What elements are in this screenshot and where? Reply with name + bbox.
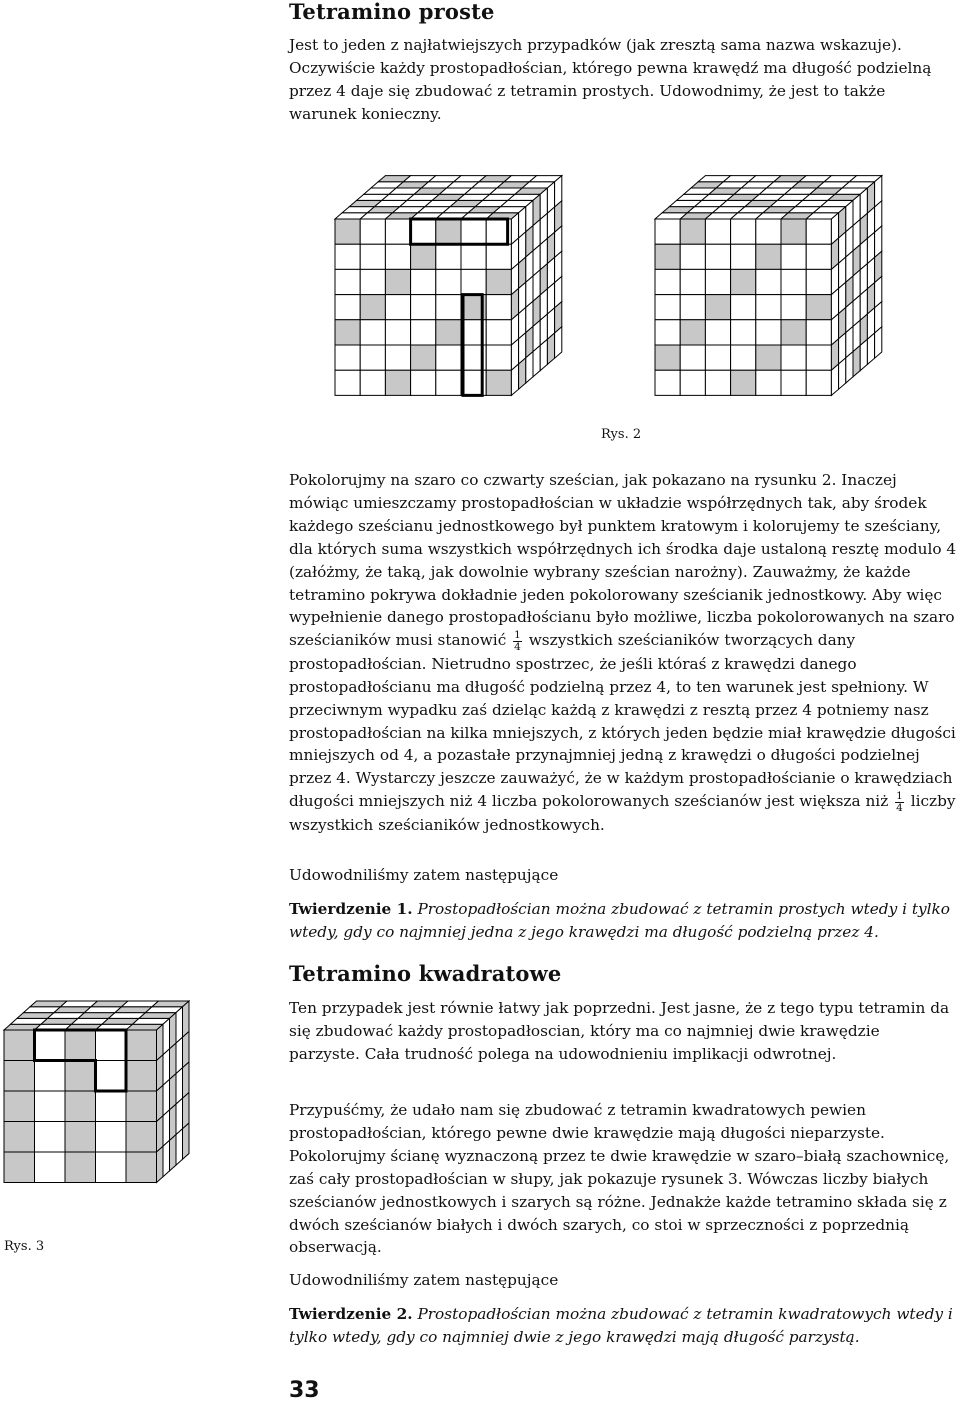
cube-a-front-cell — [436, 269, 461, 294]
cube-a-front-cell — [335, 320, 360, 345]
cube-a-front-cell — [335, 295, 360, 320]
cube-c-front-cell — [65, 1152, 96, 1183]
cube-c-front-cell — [4, 1030, 35, 1061]
intro-paragraph: Jest to jeden z najłatwiejszych przypadków (jak zresztą sama nazwa wskazuje). Oczywiście każdy prostopadłościan, którego pewna krawędź ma długość podzielną przez 4 daje się zbudować z tetramin prostych. Udowodnimy, że jest to także warunek konieczny. — [289, 36, 932, 123]
cube-b-front-cell — [680, 320, 705, 345]
cube-b-front-cell — [655, 219, 680, 244]
cube-c-front-cell — [4, 1091, 35, 1122]
cube-a-side-cell — [533, 345, 540, 376]
cube-b-front-cell — [806, 320, 831, 345]
cube-a-front-cell — [436, 345, 461, 370]
figure-2-caption: Rys. 2 — [601, 427, 642, 442]
section-title-tetramino-kwadratowe: Tetramino kwadratowe — [289, 961, 562, 986]
cube-a-side-cell — [547, 333, 554, 364]
cube-b-front-cell — [680, 219, 705, 244]
cube-c-front-cell — [126, 1122, 157, 1153]
cube-c-side-cell — [176, 1129, 183, 1165]
cube-c-front-cell — [126, 1061, 157, 1092]
cube-a-front-cell — [411, 269, 436, 294]
cube-b-front-cell — [806, 345, 831, 370]
cube-a-front-cell — [385, 370, 410, 395]
cube-b-front-cell — [680, 345, 705, 370]
cube-c-front-cell — [96, 1061, 127, 1092]
cube-b-front-cell — [705, 370, 730, 395]
argument-part-2: wszystkich sześcianików tworzących dany prostopadłościan. Nietrudno spostrzec, że jeśli któraś z krawędzi danego prostopadłościanu ma długość podzielną przez 4, to ten warunek jest spełniony. W przeciwnym wypadku zaś dzieląc każdą z krawędzi z resztą przez 4 potniemy nasz prostopadłościan na kilka mniejszych, z których jeden będzie miał krawędzie długości mniejszych od 4, a pozastałe przynajmniej jedną z krawędzi o długości podzielnej przez 4. Wystarczy jeszcze zauważyć, że w każdym prostopadłościanie o krawędziach długości mniejszych niż 4 liczba pokolorowanych sześcianów jest większa niż — [289, 631, 956, 811]
cube-a-front-cell — [385, 219, 410, 244]
cube-a-front-cell — [360, 269, 385, 294]
cube-b-front-cell — [705, 269, 730, 294]
cube-b-front-cell — [705, 219, 730, 244]
cube-b-front-cell — [781, 345, 806, 370]
cube-c-side-cell — [183, 1123, 190, 1159]
cube-c-front-cell — [35, 1152, 66, 1183]
cube-c-front-cell — [65, 1122, 96, 1153]
cube-a-front-cell — [436, 219, 461, 244]
cube-b-front-cell — [806, 269, 831, 294]
cube-a-front-cell — [486, 370, 511, 395]
page-number: 33 — [289, 1378, 320, 1403]
cube-a-front-cell — [436, 244, 461, 269]
conclusion-2: Udowodniliśmy zatem następujące — [289, 1271, 559, 1289]
cube-a-front-cell — [461, 269, 486, 294]
cube-a-front-cell — [385, 320, 410, 345]
cube-a-front-cell — [385, 269, 410, 294]
cube-a-front-cell — [461, 244, 486, 269]
cube-b-front-cell — [655, 269, 680, 294]
cube-b-side-cell — [875, 327, 882, 358]
cube-b-side-cell — [839, 358, 846, 389]
section2-paragraph-2: Przypuśćmy, że udało nam się zbudować z tetramin kwadratowych pewien prostopadłościan, którego pewne dwie krawędzie mają długości nieparzyste. Pokolorujmy ścianę wyznaczoną przez te dwie krawędzie w szaro–białą szachownicę, zaś cały prostopadłościan w słupy, jak pokazuje rysunek 3. Wówczas liczby białych sześcianów jednostkowych i szarych są różne. Jednakże każde tetramino składa się z dwóch sześcianów białych i dwóch szarych, co stoi w sprzeczności z poprzednią obserwacją. — [289, 1101, 950, 1257]
cube-a-front-cell — [411, 219, 436, 244]
conclusion-1: Udowodniliśmy zatem następujące — [289, 866, 559, 884]
cube-c-front-cell — [126, 1091, 157, 1122]
cube-c-front-cell — [96, 1122, 127, 1153]
cube-a-front-cell — [411, 244, 436, 269]
cube-b-front-cell — [806, 219, 831, 244]
cube-a-front-cell — [411, 320, 436, 345]
argument-part-1: Pokolorujmy na szaro co czwarty sześcian, jak pokazano na rysunku 2. Inaczej mówiąc umieszczamy prostopadłościan w układzie współrzędnych tak, aby środek każdego sześcianu jednostkowego był punktem kratowym i kolorujemy te sześciany, dla których suma wszystkich współrzędnych ich środka daje ustaloną resztę modulo 4 (załóżmy, że taką, jak dowolnie wybrany sześcian narożny). Zauważmy, że każde tetramino pokrywa dokładnie jeden pokolorowany sześcianik jednostkowy. Aby więc wypełnienie danego prostopadłościanu było możliwe, liczba pokolorowanych na szaro sześcianików musi stanowić — [289, 471, 957, 650]
theorem-2 — [289, 1303, 953, 1349]
cube-a-side-cell — [540, 339, 547, 370]
cube-c-side-cell — [170, 1135, 177, 1171]
cube-b-front-cell — [756, 345, 781, 370]
cube-a-front-cell — [335, 370, 360, 395]
cube-a-front-cell — [486, 244, 511, 269]
cube-a-side-cell — [555, 327, 562, 358]
cube-a-front-cell — [360, 345, 385, 370]
cube-b-front-cell — [781, 219, 806, 244]
cube-c-side-cell — [157, 1146, 164, 1182]
cube-a-front-cell — [461, 219, 486, 244]
figure-3-drawing — [0, 990, 190, 1215]
cube-b-front-cell — [806, 244, 831, 269]
cube-b-front-cell — [655, 320, 680, 345]
cube-a-front-cell — [486, 269, 511, 294]
cube-b-front-cell — [781, 244, 806, 269]
cube-c-front-cell — [126, 1030, 157, 1061]
cube-b-front-cell — [731, 219, 756, 244]
cube-b-front-cell — [655, 345, 680, 370]
cube-b-front-cell — [781, 320, 806, 345]
cube-a-front-cell — [385, 345, 410, 370]
fraction-one-quarter — [513, 630, 522, 653]
cube-a-front-cell — [335, 219, 360, 244]
cube-a-front-cell — [411, 345, 436, 370]
cube-b-front-cell — [756, 219, 781, 244]
cube-a-front-cell — [360, 370, 385, 395]
cube-a-front-cell — [436, 295, 461, 320]
cube-a-front-cell — [335, 244, 360, 269]
cube-c-front-cell — [65, 1091, 96, 1122]
cube-c-front-cell — [4, 1152, 35, 1183]
cube-a-front-cell — [411, 295, 436, 320]
cube-a-front-cell — [486, 320, 511, 345]
figure-3 — [0, 990, 190, 1215]
cube-b-front-cell — [756, 295, 781, 320]
cube-b-front-cell — [731, 370, 756, 395]
cube-c-front-cell — [96, 1091, 127, 1122]
cube-b-front-cell — [680, 370, 705, 395]
cube-a-front-cell — [385, 244, 410, 269]
fraction-denominator: 4 — [514, 640, 521, 653]
cube-a-front-cell — [335, 269, 360, 294]
cube-c-front-cell — [96, 1152, 127, 1183]
cube-a-front-cell — [360, 295, 385, 320]
theorem-1 — [289, 898, 959, 944]
section-title-tetramino-proste: Tetramino proste — [289, 0, 495, 24]
cube-a-side-cell — [519, 358, 526, 389]
cube-a-front-cell — [360, 320, 385, 345]
cube-b-front-cell — [781, 370, 806, 395]
cube-a-front-cell — [486, 345, 511, 370]
cube-b-front-cell — [756, 269, 781, 294]
cube-b-front-cell — [680, 295, 705, 320]
cube-b-side-cell — [846, 352, 853, 383]
cube-b-front-cell — [705, 345, 730, 370]
cube-a-front-cell — [486, 295, 511, 320]
cube-b-front-cell — [731, 269, 756, 294]
figure-3-caption: Rys. 3 — [4, 1239, 45, 1254]
cube-c-front-cell — [4, 1061, 35, 1092]
cube-b-front-cell — [756, 244, 781, 269]
cube-b-side-cell — [853, 345, 860, 376]
cube-c-front-cell — [126, 1152, 157, 1183]
cube-a-front-cell — [436, 320, 461, 345]
section2-paragraph-1: Ten przypadek jest równie łatwy jak poprzedni. Jest jasne, że z tego typu tetramin da się zbudować każdy prostopadłoscian, który ma co najmniej dwie krawędzie parzyste. Cała trudność polega na udowodnieniu implikacji odwrotnej. — [289, 999, 950, 1063]
cube-c-front-cell — [35, 1030, 66, 1061]
cube-a-front-cell — [360, 219, 385, 244]
cube-a-front-cell — [385, 295, 410, 320]
cube-b-front-cell — [781, 269, 806, 294]
cube-b-front-cell — [680, 269, 705, 294]
cube-b-front-cell — [731, 244, 756, 269]
theorem-1-text: Prostopadłościan można zbudować z tetramin prostych wtedy i tylko wtedy, gdy co najmniej jedna z jego krawędzi ma długość podzielną przez 4. — [289, 900, 950, 941]
cube-b-front-cell — [781, 295, 806, 320]
cube-b-front-cell — [756, 370, 781, 395]
cube-b-front-cell — [806, 370, 831, 395]
cube-b-side-cell — [831, 364, 838, 395]
cube-b-side-cell — [867, 333, 874, 364]
cube-a-front-cell — [411, 370, 436, 395]
cube-c-front-cell — [65, 1061, 96, 1092]
cube-b-front-cell — [655, 244, 680, 269]
cube-c-side-cell — [163, 1140, 170, 1176]
cube-b-front-cell — [731, 345, 756, 370]
cube-b-front-cell — [705, 295, 730, 320]
fraction-one-quarter-2 — [895, 791, 904, 814]
figure-2-drawing — [330, 155, 960, 415]
cube-b-front-cell — [756, 320, 781, 345]
cube-c-front-cell — [35, 1091, 66, 1122]
cube-c-front-cell — [35, 1122, 66, 1153]
cube-b-front-cell — [806, 295, 831, 320]
cube-b-front-cell — [731, 320, 756, 345]
cube-c-front-cell — [35, 1061, 66, 1092]
theorem-1-label: Twierdzenie 1. — [289, 900, 413, 918]
argument-part-3: liczby wszystkich sześcianików jednostkowych. — [289, 792, 956, 834]
cube-a-front-cell — [436, 370, 461, 395]
cube-b-side-cell — [860, 339, 867, 370]
fraction-numerator: 1 — [514, 628, 521, 641]
cube-c-front-cell — [96, 1030, 127, 1061]
cube-b-front-cell — [680, 244, 705, 269]
fraction-numerator-2: 1 — [896, 789, 903, 802]
cube-c-front-cell — [65, 1030, 96, 1061]
cube-b-front-cell — [655, 295, 680, 320]
argument-paragraph — [289, 469, 959, 837]
fraction-denominator-2: 4 — [896, 801, 903, 814]
cube-a-side-cell — [526, 352, 533, 383]
figure-2 — [330, 155, 960, 415]
cube-b-front-cell — [705, 320, 730, 345]
theorem-2-label: Twierdzenie 2. — [289, 1305, 413, 1323]
cube-c-front-cell — [4, 1122, 35, 1153]
cube-a-front-cell — [335, 345, 360, 370]
cube-a-front-cell — [360, 244, 385, 269]
theorem-2-text: Prostopadłościan można zbudować z tetramin kwadratowych wtedy i tylko wtedy, gdy co najmniej dwie z jego krawędzi mają długość parzystą. — [289, 1305, 953, 1346]
cube-b-front-cell — [655, 370, 680, 395]
cube-b-front-cell — [705, 244, 730, 269]
cube-b-front-cell — [731, 295, 756, 320]
cube-a-side-cell — [511, 364, 518, 395]
